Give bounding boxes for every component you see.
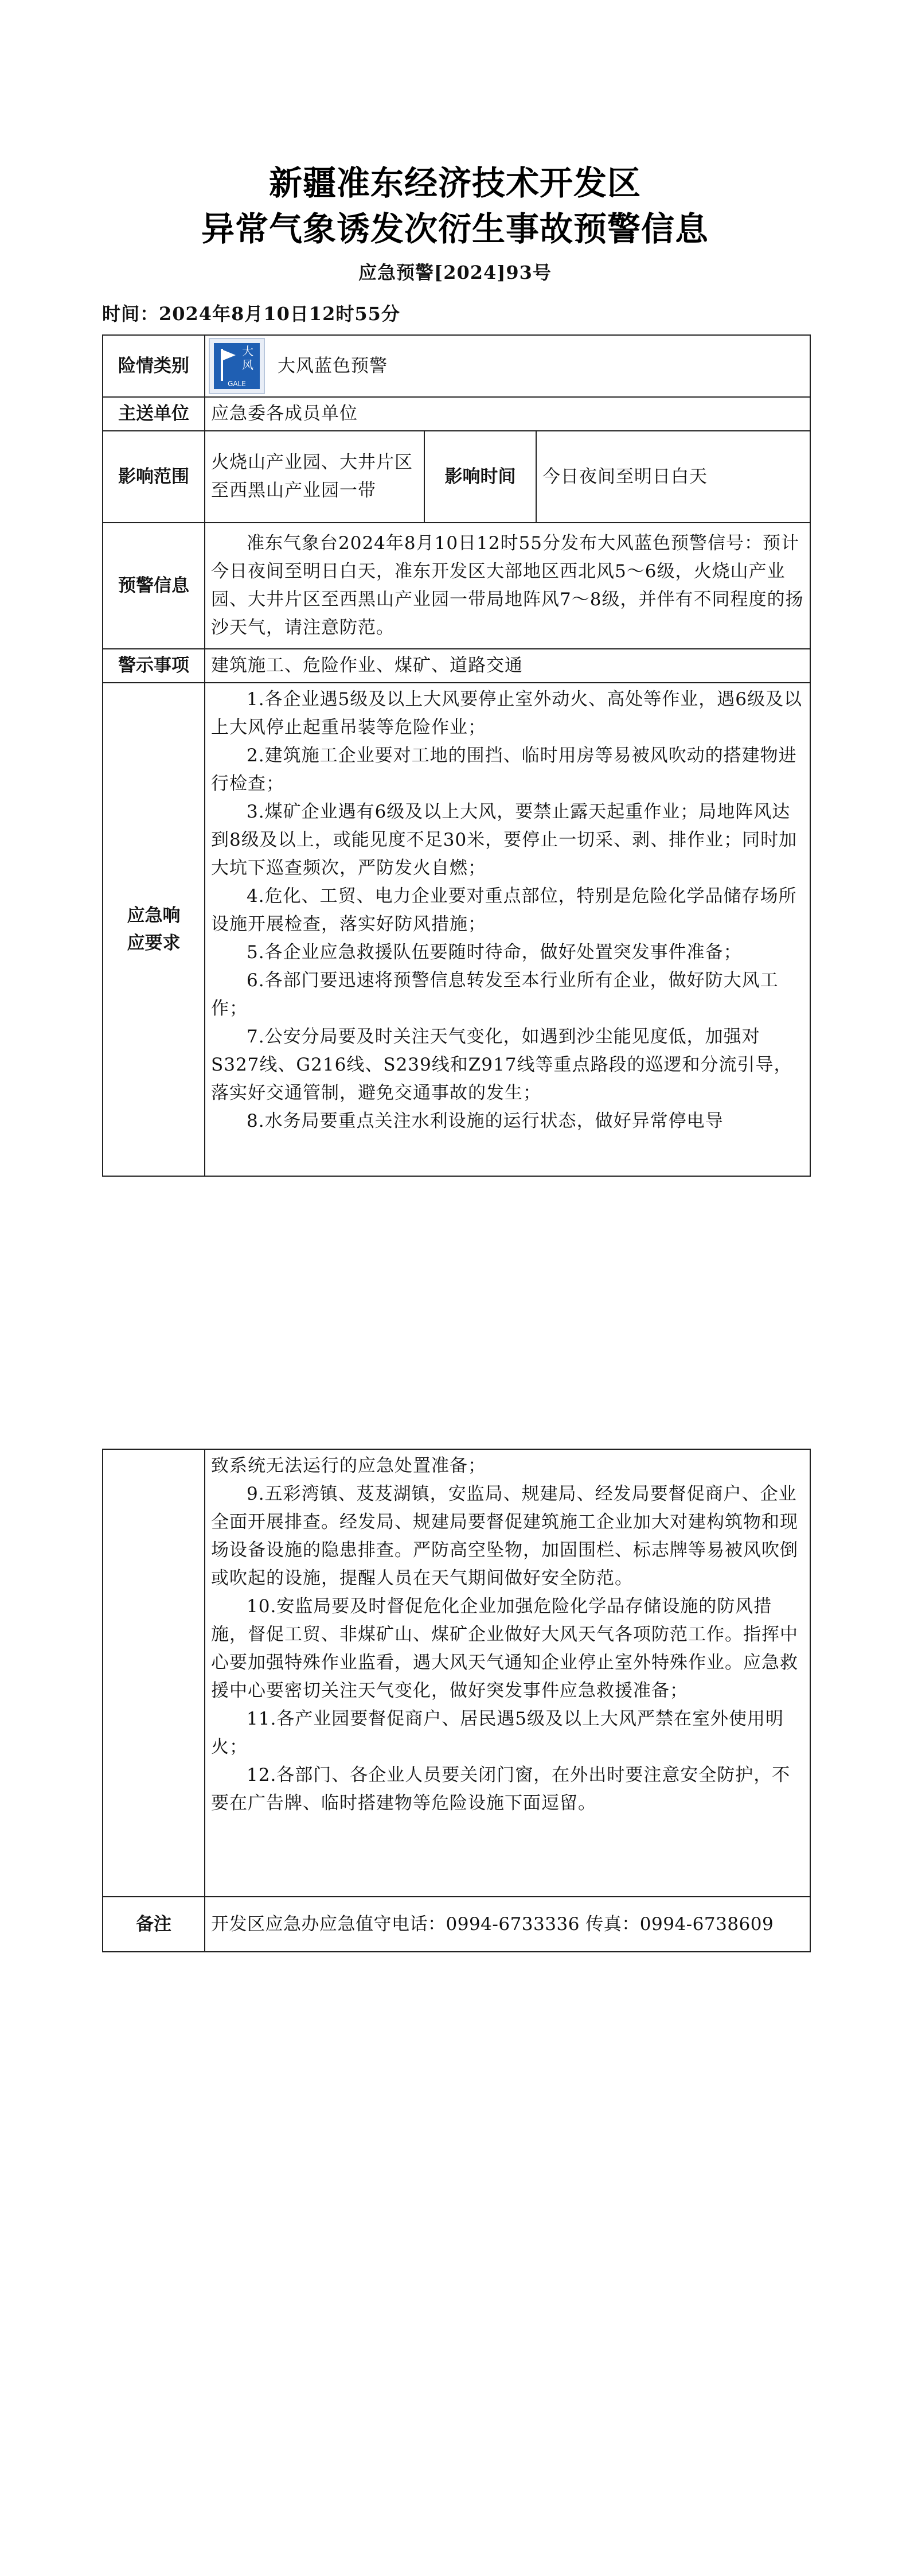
document-title-line1: 新疆准东经济技术开发区 — [268, 164, 641, 203]
response-item: 3.煤矿企业遇有6级及以上大风，要禁止露天起重作业；局地阵风达到8级及以上，或能见度不足30米，要停止一切采、剥、排作业；同时加大坑下巡查频次，严防发火自燃； — [211, 801, 798, 878]
response-item: 8.水务局要重点关注水利设施的运行状态，做好异常停电导 — [247, 1111, 724, 1131]
issue-time: 时间：2024年8月10日12时55分 — [102, 303, 400, 325]
row-info — [103, 523, 810, 649]
recipients-value: 应急委各成员单位 — [205, 397, 810, 431]
row-response-continued — [103, 1449, 810, 1897]
scope-value: 火烧山产业园、大井片区至西黑山产业园一带 — [205, 431, 424, 523]
response-label-empty — [103, 1449, 205, 1897]
info-label: 预警信息 — [103, 523, 205, 649]
row-scope — [103, 431, 810, 523]
category-value: 大风蓝色预警 — [278, 355, 388, 376]
info-value: 准东气象台2024年8月10日12时55分发布大风蓝色预警信号：预计今日夜间至明日白天，准东开发区大部地区西北风5～6级，火烧山产业园、大井片区至西黑山产业园一带局地阵风7～8级，并伴有不同程度的扬沙天气，请注意防范。 — [211, 533, 804, 638]
response-item: 12.各部门、各企业人员要关闭门窗，在外出时要注意安全防护，不要在广告牌、临时搭建物等危险设施下面逗留。 — [211, 1765, 791, 1814]
response-continuation: 致系统无法运行的应急处置准备； — [211, 1456, 486, 1476]
response-label-text: 应急响应要求 — [127, 905, 181, 954]
category-value-cell — [205, 335, 810, 397]
impact-time-value: 今日夜间至明日白天 — [536, 431, 810, 523]
row-warning-items — [103, 649, 810, 683]
info-value-cell — [205, 523, 810, 649]
response-item: 4.危化、工贸、电力企业要对重点部位，特别是危险化学品储存场所设施开展检查，落实好防风措施； — [211, 886, 797, 935]
response-item: 1.各企业遇5级及以上大风要停止室外动火、高处等作业，遇6级及以上大风停止起重吊装等危险作业； — [211, 689, 803, 738]
response-item: 7.公安分局要及时关注天气变化，如遇到沙尘能见度低，加强对S327线、G216线、S239线和Z917线等重点路段的巡逻和分流引导，落实好交通管制，避免交通事故的发生； — [211, 1026, 792, 1103]
response-items-page2 — [205, 1449, 810, 1897]
scope-label: 影响范围 — [103, 431, 205, 523]
response-item: 10.安监局要及时督促危化企业加强危险化学品存储设施的防风措施，督促工贸、非煤矿山、煤矿企业做好大风天气各项防范工作。指挥中心要加强特殊作业监看，遇大风天气通知企业停止室外特殊作业。应急救援中心要密切关注天气变化，做好突发事件应急救援准备； — [211, 1596, 798, 1701]
warning-table-page1 — [102, 334, 811, 1177]
document-number: 应急预警[2024]93号 — [358, 262, 552, 283]
response-item: 9.五彩湾镇、芨芨湖镇，安监局、规建局、经发局要督促商户、企业全面开展排查。经发局、规建局要督促建筑施工企业加大对建构筑物和现场设备设施的隐患排查。严防高空坠物，加固围栏、标志牌等易被风吹倒或吹起的设施，提醒人员在天气期间做好安全防范。 — [211, 1484, 798, 1589]
warning-items-label: 警示事项 — [103, 649, 205, 683]
row-recipients — [103, 397, 810, 431]
icon-text: 大风 — [242, 344, 253, 372]
icon-caption: GALE — [228, 380, 246, 388]
document-title-line2: 异常气象诱发次衍生事故预警信息 — [201, 209, 709, 248]
row-response — [103, 683, 810, 1176]
warning-table-page2 — [102, 1449, 811, 1952]
response-item: 5.各企业应急救援队伍要随时待命，做好处置突发事件准备； — [247, 942, 742, 963]
recipients-label: 主送单位 — [103, 397, 205, 431]
remarks-label: 备注 — [103, 1897, 205, 1952]
response-item: 6.各部门要迅速将预警信息转发至本行业所有企业，做好防大风工作； — [211, 970, 779, 1019]
response-items-page1 — [205, 683, 810, 1176]
remarks-value: 开发区应急办应急值守电话：0994-6733336 传真：0994-6738609 — [205, 1897, 810, 1952]
response-item: 2.建筑施工企业要对工地的围挡、临时用房等易被风吹动的搭建物进行检查； — [211, 745, 797, 794]
response-label — [103, 683, 205, 1176]
category-label: 险情类别 — [103, 335, 205, 397]
gale-blue-warning-icon — [209, 338, 265, 394]
response-item: 11.各产业园要督促商户、居民遇5级及以上大风严禁在室外使用明火； — [211, 1709, 784, 1757]
warning-items-value: 建筑施工、危险作业、煤矿、道路交通 — [205, 649, 810, 683]
row-category — [103, 335, 810, 397]
row-remarks — [103, 1897, 810, 1952]
impact-time-label: 影响时间 — [424, 431, 536, 523]
